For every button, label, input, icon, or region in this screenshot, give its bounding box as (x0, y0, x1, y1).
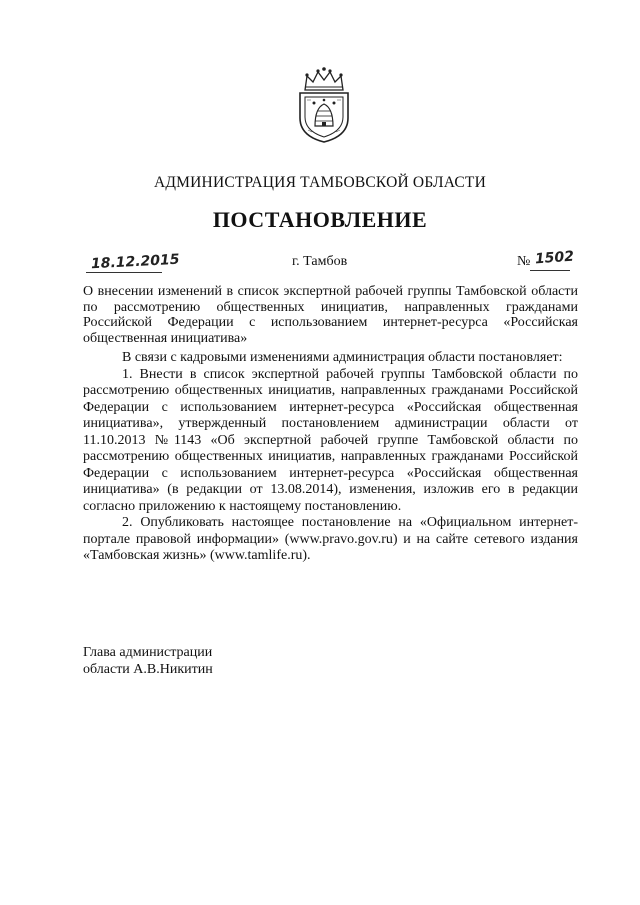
item-2-paragraph: 2. Опубликовать настоящее постановление на «Официальном интернет-портале правовой информации» (www.pravo.gov.ru) и на сайте сетевого издания «Тамбовская жизнь» (www.tamlife.ru). (83, 515, 578, 563)
document-type-title: ПОСТАНОВЛЕНИЕ (212, 207, 428, 232)
coat-of-arms-icon (297, 66, 351, 144)
preamble-paragraph: В связи с кадровыми изменениями администрация области постановляет: (122, 350, 563, 365)
number-underline (530, 270, 570, 271)
document-body (83, 350, 578, 565)
document-number: 1502 (534, 248, 575, 268)
signature-block (83, 645, 383, 678)
organization-title: АДМИНИСТРАЦИЯ ТАМБОВСКОЙ ОБЛАСТИ (154, 174, 486, 191)
signature-line-1: Глава администрации (83, 645, 213, 660)
number-label: № (517, 254, 531, 269)
signature-line-2: области А.В.Никитин (83, 661, 213, 677)
item-1-paragraph: 1. Внести в список экспертной рабочей группы Тамбовской области по рассмотрению общественных инициатив, направленных гражданами Российской Федерации с использованием интернет-ресурса «Российская общественная инициатива», утвержденный постановлением администрации области от 11.10.2013 №1143 «Об экспертной рабочей группе Тамбовской области по рассмотрению общественных инициатив, направленных гражданами Российской Федерации с использованием интернет-ресурса «Российская общественная инициатива» (в редакции от 13.08.2014), изменения, изложив его в редакции согласно приложению к настоящему постановлению. (83, 366, 578, 514)
date-underline (86, 272, 162, 273)
document-date: 18.12.2015 (90, 251, 180, 273)
document-city: г. Тамбов (292, 254, 348, 269)
document-subject: О внесении изменений в список экспертной рабочей группы Тамбовской области по рассмотрению общественных инициатив, направленных гражданами Российской Федерации с использованием интернет-ресурса «Российская общественная инициатива» (83, 284, 578, 346)
